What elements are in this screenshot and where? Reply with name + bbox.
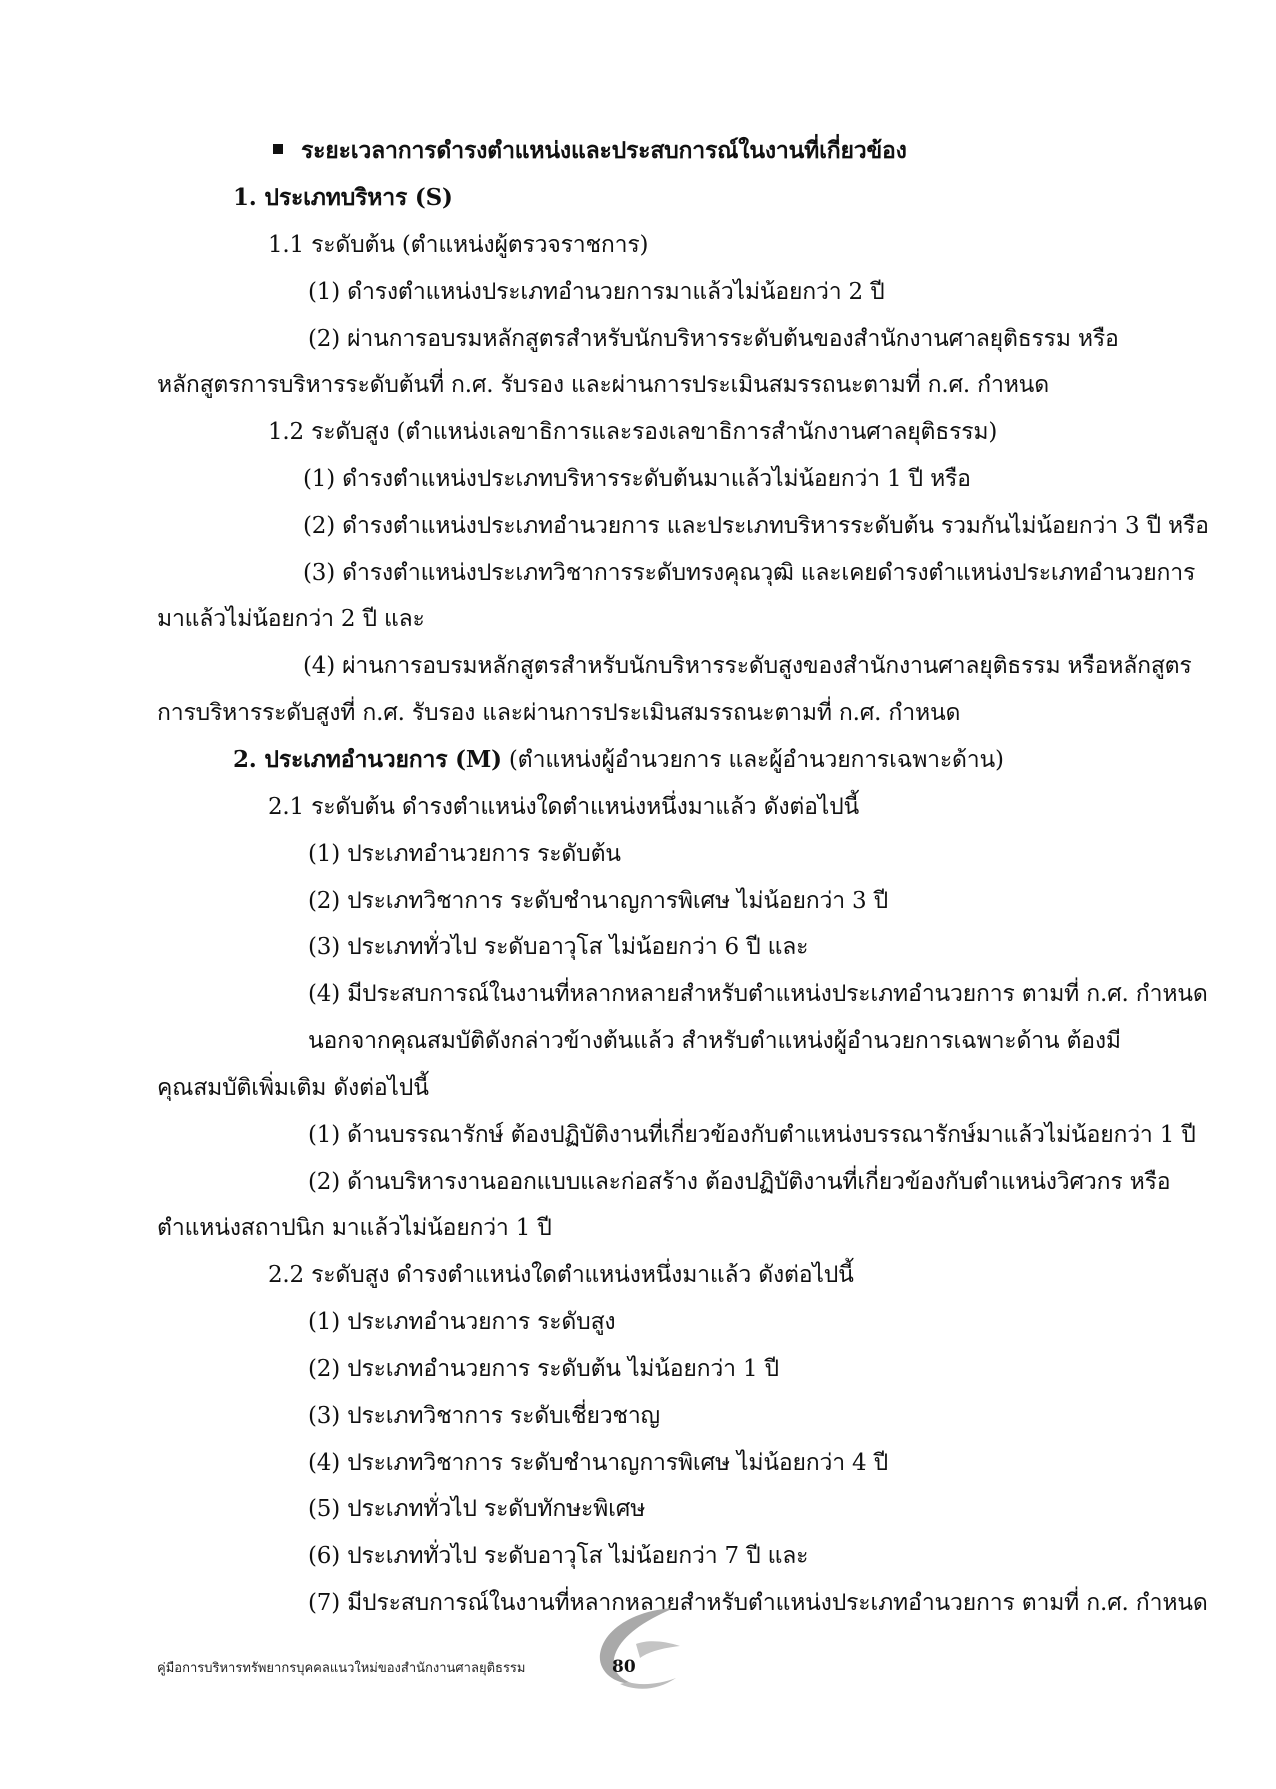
section1-level2-item3-line1	[0, 558, 1196, 588]
section2-extra-item2-line1	[0, 1167, 1171, 1197]
section-heading	[0, 136, 1276, 166]
section2-extra-item2-line2: ตำแหน่งสถาปนิก มาแล้วไม่น้อยกว่า 1 ปี	[157, 1215, 552, 1241]
section2-title	[0, 745, 1276, 775]
footer-text: คู่มือการบริหารทรัพยากรบุคคลแนวใหม่ของสำนักงานศาลยุติธรรม	[157, 1661, 526, 1676]
section2-extra-line1	[0, 1026, 1121, 1056]
section1-level2-title: 1.2 ระดับสูง (ตำแหน่งเลขาธิการและรองเลขาธิการสำนักงานศาลยุติธรรม)	[268, 419, 998, 445]
section2-extra-line2: คุณสมบัติเพิ่มเติม ดังต่อไปนี้	[157, 1075, 429, 1101]
section2-title-bold: 2. ประเภทอำนวยการ (M)	[233, 746, 502, 773]
justified-text: (2) ผ่านการอบรมหลักสูตรสำหรับนักบริหารระดับต้นของสำนักงานศาลยุติธรรม หรือ	[308, 326, 1119, 352]
section2-extra-item1: (1) ด้านบรรณารักษ์ ต้องปฏิบัติงานที่เกี่ยวข้องกับตำแหน่งบรรณารักษ์มาแล้วไม่น้อยกว่า 1 ปี	[308, 1122, 1196, 1148]
section2-level1-item3: (3) ประเภททั่วไป ระดับอาวุโส ไม่น้อยกว่า 6 ปี และ	[308, 934, 809, 960]
section2-level1-title: 2.1 ระดับต้น ดำรงตำแหน่งใดตำแหน่งหนึ่งมาแล้ว ดังต่อไปนี้	[268, 794, 860, 820]
section2-level2-item6: (6) ประเภททั่วไป ระดับอาวุโส ไม่น้อยกว่า 7 ปี และ	[308, 1543, 809, 1569]
section2-level2-item7: (7) มีประสบการณ์ในงานที่หลากหลายสำหรับตำแหน่งประเภทอำนวยการ ตามที่ ก.ศ. กำหนด	[308, 1590, 1208, 1616]
justified-text: (3) ดำรงตำแหน่งประเภทวิชาการระดับทรงคุณวุฒิ และเคยดำรงตำแหน่งประเภทอำนวยการ	[303, 560, 1196, 586]
section2-level2-item5: (5) ประเภททั่วไป ระดับทักษะพิเศษ	[308, 1496, 646, 1522]
section2-level1-item1: (1) ประเภทอำนวยการ ระดับต้น	[308, 841, 621, 867]
section2-level2-item1: (1) ประเภทอำนวยการ ระดับสูง	[308, 1309, 616, 1335]
section2-level2-item4: (4) ประเภทวิชาการ ระดับชำนาญการพิเศษ ไม่น้อยกว่า 4 ปี	[308, 1450, 888, 1476]
section1-title: 1. ประเภทบริหาร (S)	[233, 184, 453, 211]
section1-level2-item4-line1	[0, 651, 1192, 681]
section1-level1-item2-line2: หลักสูตรการบริหารระดับต้นที่ ก.ศ. รับรอง และผ่านการประเมินสมรรถนะตามที่ ก.ศ. กำหนด	[157, 372, 1049, 398]
section2-title-note: (ตำแหน่งผู้อำนวยการ และผู้อำนวยการเฉพาะด้าน)	[501, 747, 1004, 773]
section1-level2-item4-line2: การบริหารระดับสูงที่ ก.ศ. รับรอง และผ่านการประเมินสมรรถนะตามที่ ก.ศ. กำหนด	[157, 700, 961, 726]
justified-text: (4) ผ่านการอบรมหลักสูตรสำหรับนักบริหารระดับสูงของสำนักงานศาลยุติธรรม หรือหลักสูตร	[303, 653, 1192, 679]
section1-level2-item1: (1) ดำรงตำแหน่งประเภทบริหารระดับต้นมาแล้วไม่น้อยกว่า 1 ปี หรือ	[303, 466, 971, 492]
section2-level2-item3: (3) ประเภทวิชาการ ระดับเชี่ยวชาญ	[308, 1403, 660, 1429]
square-bullet-icon	[273, 144, 283, 154]
section2-level2-title: 2.2 ระดับสูง ดำรงตำแหน่งใดตำแหน่งหนึ่งมาแล้ว ดังต่อไปนี้	[268, 1262, 854, 1288]
section2-level1-item4: (4) มีประสบการณ์ในงานที่หลากหลายสำหรับตำแหน่งประเภทอำนวยการ ตามที่ ก.ศ. กำหนด	[308, 981, 1208, 1007]
section2-level1-item2: (2) ประเภทวิชาการ ระดับชำนาญการพิเศษ ไม่น้อยกว่า 3 ปี	[308, 888, 888, 914]
section2-level2-item2: (2) ประเภทอำนวยการ ระดับต้น ไม่น้อยกว่า 1 ปี	[308, 1356, 779, 1382]
justified-text: (2) ด้านบริหารงานออกแบบและก่อสร้าง ต้องปฏิบัติงานที่เกี่ยวข้องกับตำแหน่งวิศวกร หรือ	[308, 1169, 1171, 1195]
swoosh-logo-icon	[576, 1588, 686, 1698]
section1-level1-item2-line1	[0, 324, 1119, 354]
section1-level1-item1: (1) ดำรงตำแหน่งประเภทอำนวยการมาแล้วไม่น้อยกว่า 2 ปี	[308, 279, 885, 305]
page-number: 80	[612, 1657, 636, 1677]
section1-level2-item2: (2) ดำรงตำแหน่งประเภทอำนวยการ และประเภทบริหารระดับต้น รวมกันไม่น้อยกว่า 3 ปี หรือ	[303, 513, 1209, 539]
heading-text: ระยะเวลาการดำรงตำแหน่งและประสบการณ์ในงานที่เกี่ยวข้อง	[301, 137, 907, 164]
justified-text: นอกจากคุณสมบัติดังกล่าวข้างต้นแล้ว สำหรับตำแหน่งผู้อำนวยการเฉพาะด้าน ต้องมี	[308, 1028, 1121, 1054]
section1-level2-item3-line2: มาแล้วไม่น้อยกว่า 2 ปี และ	[157, 606, 425, 632]
section1-level1-title: 1.1 ระดับต้น (ตำแหน่งผู้ตรวจราชการ)	[268, 232, 649, 258]
